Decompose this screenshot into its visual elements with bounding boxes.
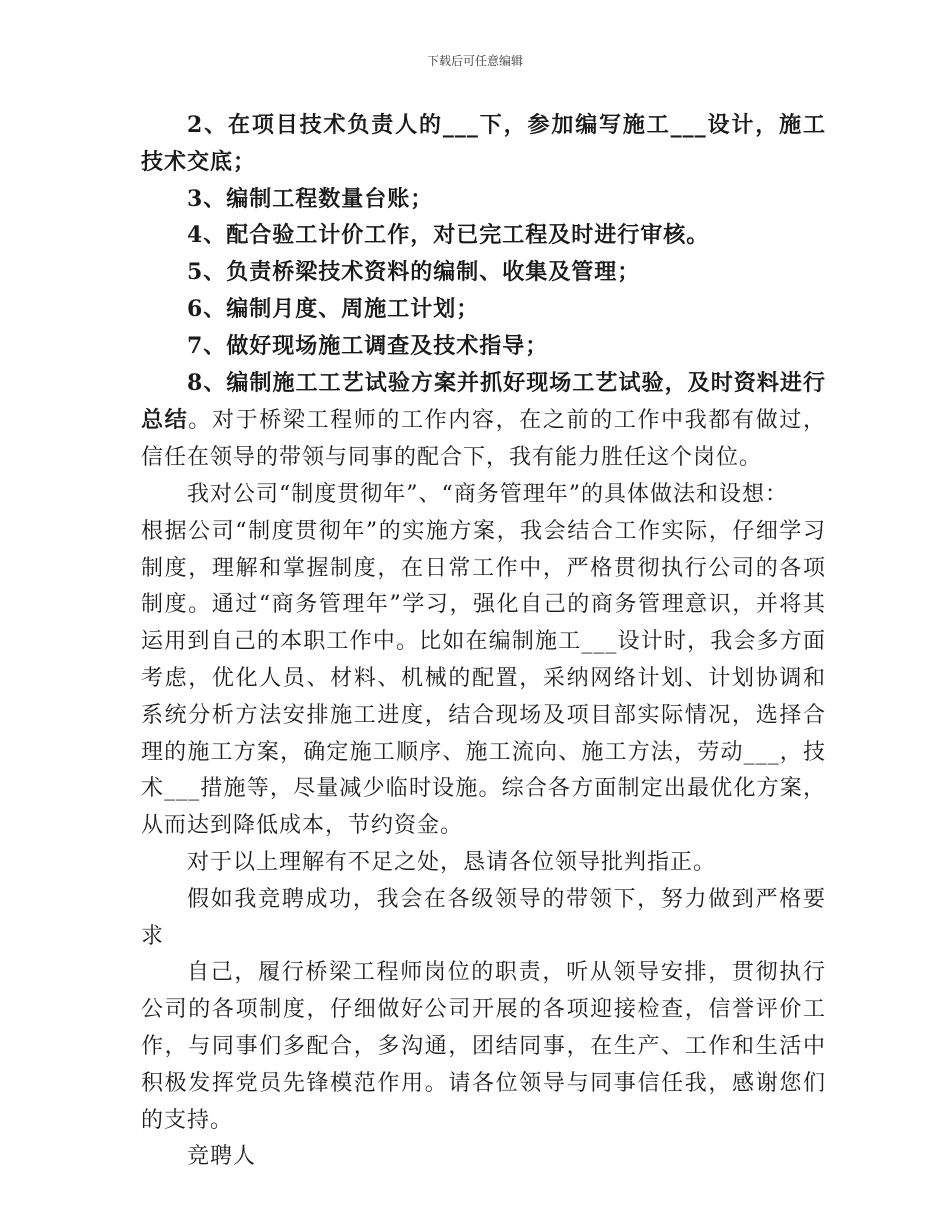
duty-item-6: 6、编制月度、周施工计划； (187, 295, 480, 322)
duty-item-8-normal: 。对于桥梁工程师的工作内容，在之前的工作中我都有做过，信任在领导的带领与同事的配合下，我有能力胜任这个岗位。 (141, 408, 826, 471)
commitment-line: 假如我竞聘成功，我会在各级领导的带领下，努力做到严格要求 (141, 886, 826, 949)
document-body (141, 107, 826, 1176)
modesty-statement: 对于以上理解有不足之处，恳请各位领导批判指正。 (187, 849, 717, 875)
duty-item-8-bold: 8、编制施工工艺试验方案并抓好现场工艺试验，及时资料进行总结 (141, 369, 826, 434)
page-header: 下载后可任意编辑 (426, 54, 523, 68)
plan-detail: 根据公司“制度贯彻年”的实施方案，我会结合工作实际，仔细学习制度，理解和掌握制度，在日常工作中，严格贯彻执行公司的各项制度。通过“商务管理年”学习，强化自己的商务管理意识，并将其运用到自己的本职工作中。比如在编制施工___设计时，我会多方面考虑，优化人员、材料、机械的配置，采纳网络计划、计划协调和系统分析方法安排施工进度，结合现场及项目部实际情况，选择合理的施工方案，确定施工顺序、施工流向、施工方法，劳动___，技术___措施等，尽量减少临时设施。综合各方面制定出最优化方案，从而达到降低成本，节约资金。 (141, 518, 826, 839)
duty-item-3: 3、编制工程数量台账； (187, 185, 434, 212)
signature-label: 竞聘人 (187, 1144, 257, 1170)
commitment-detail: 自己，履行桥梁工程师岗位的职责，听从领导安排，贯彻执行公司的各项制度，仔细做好公司开展的各项迎接检查，信誉评价工作，与同事们多配合，多沟通，团结同事，在生产、工作和生活中积极发挥党员先锋模范作用。请各位领导与同事信任我，感谢您们的支持。 (141, 960, 826, 1133)
duty-item-7: 7、做好现场施工调查及技术指导； (187, 332, 549, 359)
duty-item-4: 4、配合验工计价工作，对已完工程及时进行审核。 (187, 222, 710, 249)
duty-item-8 (141, 365, 826, 477)
duty-item-5: 5、负责桥梁技术资料的编制、收集及管理； (187, 259, 641, 286)
plan-intro: 我对公司“制度贯彻年”、“商务管理年”的具体做法和设想： (187, 481, 788, 507)
duty-item-2: 2、在项目技术负责人的___下，参加编写施工___设计，施工技术交底； (141, 112, 826, 175)
